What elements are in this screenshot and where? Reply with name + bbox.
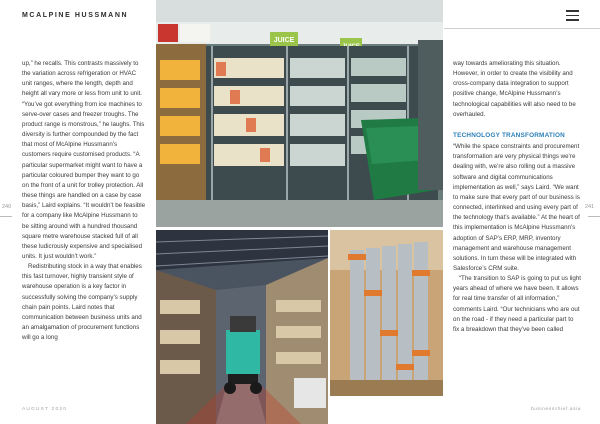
- footer-date: AUGUST 2020: [22, 407, 68, 412]
- header-brand: MCALPINE HUSSMANN: [22, 12, 129, 19]
- section-heading: TECHNOLOGY TRANSFORMATION: [453, 131, 565, 139]
- left-paragraph-1: up,” he recalls. This contrasts massively to the variation across refrigeration or HVAC unit ranges, where the length, depth and height all vary more or less from unit to unit. “You’ve got everything from ice machines to serve-over cases and freezer troughs. The product range is monstrous,” he laughs. This diversity is further compounded by the fact that most of McAlpine Hussmann’s customers require customised products. “A particular supermarket might want to have a particular coloured bumper they want to go on the front of a unit for trolley protection. All these things are handled on a case by case basis,” Laird explains. “It wouldn’t be feasible for a company like McAlpine Hussmann to be sitting around with a hundred thousand square metre warehouse stacked full of all these ludicrously expensive and specialised units. It just wouldn’t work.”: [22, 60, 146, 260]
- left-margin-tick: [0, 216, 12, 217]
- photo-warehouse-forklift: [156, 230, 328, 424]
- header-rule: [444, 28, 600, 29]
- right-margin-tick: [588, 216, 600, 217]
- menu-icon[interactable]: [566, 10, 579, 21]
- left-column: [22, 59, 146, 343]
- page-number-right: 241: [585, 204, 595, 210]
- photo-stacked-panels: [330, 230, 443, 396]
- footer-site: businesschief.asia: [531, 407, 581, 412]
- juice-sign-1: JUICE: [273, 37, 295, 44]
- page-number-left: 240: [2, 204, 12, 210]
- left-paragraph-2: Redistributing stock in a way that enables this fast turnover, highly transient style of warehouse operation is a key factor in successfully solving the company’s supply chain pain points. Laird notes that communication between business units and an amalgamation of procurement functions will go a long: [22, 263, 142, 342]
- right-intro: way towards ameliorating this situation. However, in order to create the visibility and cross-company data integration to support positive change, McAlpine Hussmann’s technological capabilities will also need to be overhauled.: [453, 60, 576, 118]
- right-paragraph-1: “While the space constraints and procurement transformation are very physical things we’re dealing with, we’re also rolling out a massive software and digital communications implementation as well,” says Laird. “We want to make sure that every part of our business is connected, interlinked and using every part of the technology that’s available.” At the heart of this implementation is McAlpine Hussmann’s adoption of SAP’s ERP, MRP, inventory management and warehouse management solutions. In turn these will be integrated with Salesforce’s CRM suite.: [453, 143, 580, 272]
- photo-supermarket-fridges: [156, 0, 443, 227]
- right-paragraph-2: “The transition to SAP is going to put us light years ahead of where we have been. It allows for real time transfer of all information,” comments Laird. “Our technicians who are out on the road - if they need a particular part to fix a breakdown that they’ve been called: [453, 275, 581, 333]
- right-column: [453, 59, 581, 335]
